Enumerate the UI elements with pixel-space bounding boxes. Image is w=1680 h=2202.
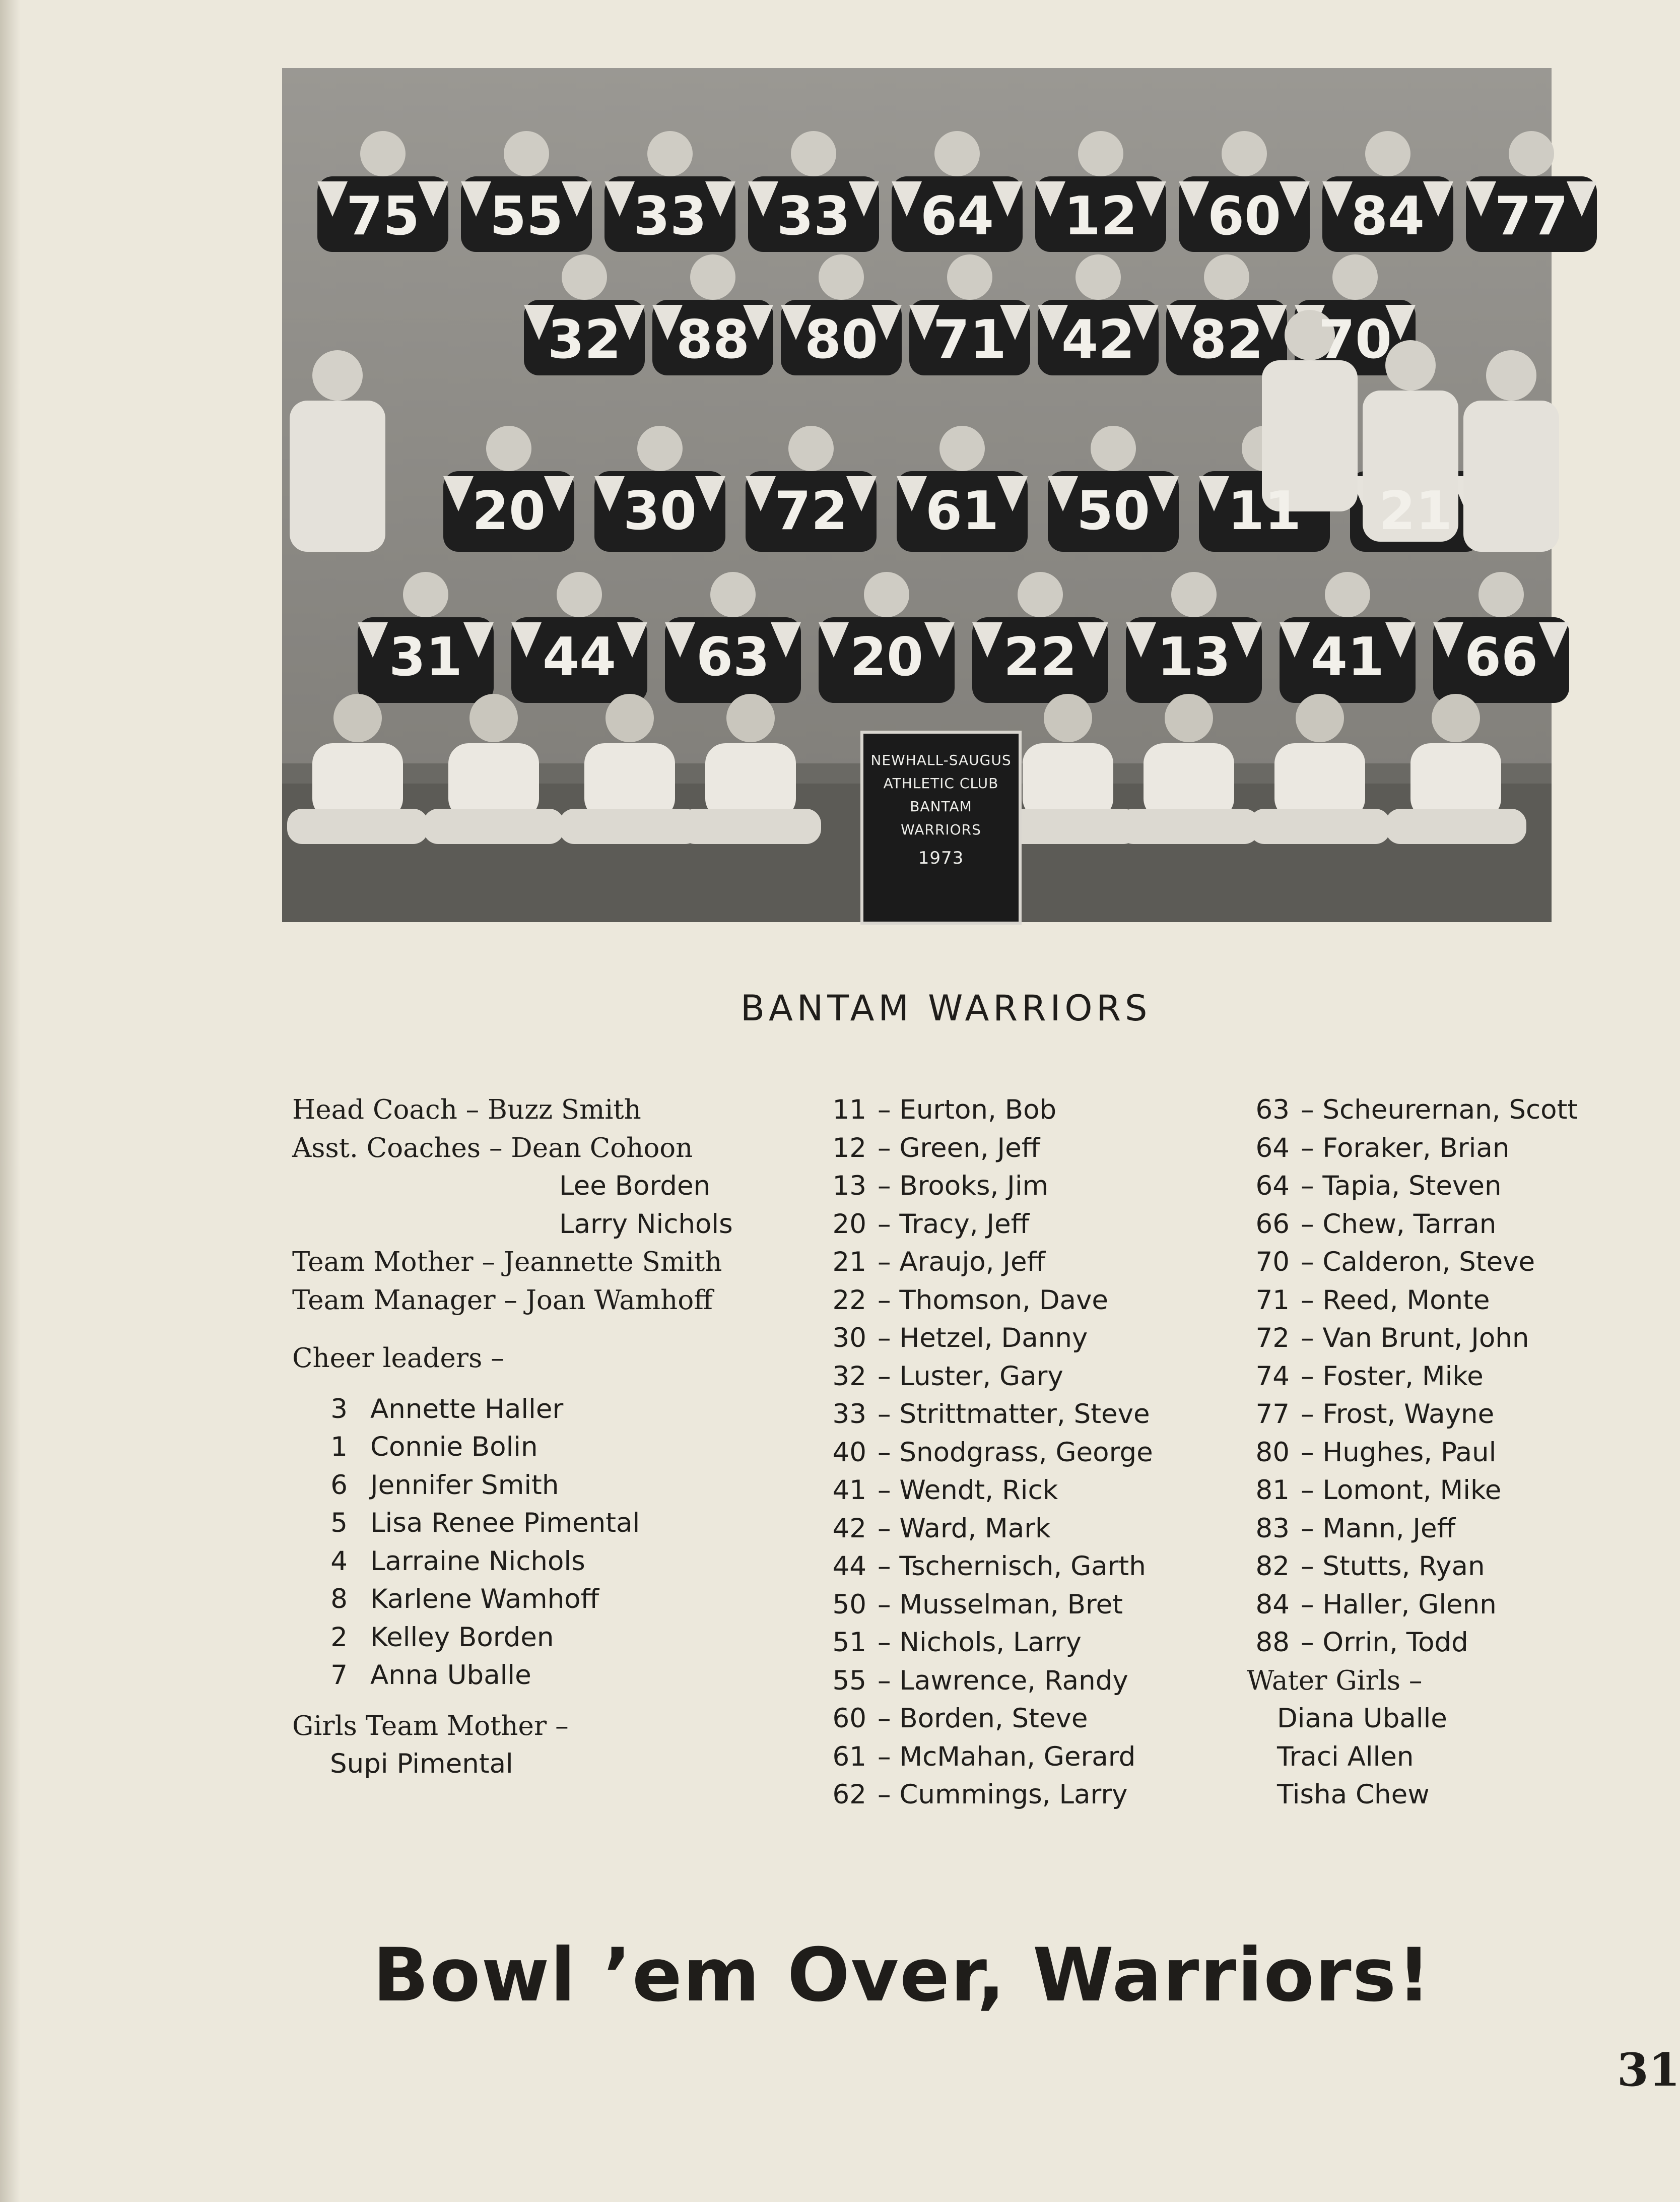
jersey-number: 84	[1351, 185, 1425, 247]
player-number: 55	[832, 1665, 866, 1696]
cheerleader-number: 2	[330, 1622, 348, 1653]
roster-item	[819, 1205, 1153, 1244]
player-number: 62	[832, 1779, 866, 1810]
player-head	[939, 426, 985, 471]
cheerleader-top	[1274, 743, 1365, 819]
roster-item	[819, 1129, 1153, 1168]
cheerleader-number: 1	[330, 1432, 348, 1462]
roster-item	[819, 1319, 1153, 1357]
head-coach: Head Coach – Buzz Smith	[292, 1094, 641, 1125]
cheerleader-name: Connie Bolin	[370, 1432, 538, 1462]
cheerleader-item	[292, 1428, 733, 1466]
cheerleader-number: 4	[330, 1545, 348, 1577]
player-head	[504, 131, 549, 176]
cheerleader-legs	[423, 809, 564, 844]
player-number: 40	[832, 1437, 866, 1468]
water-girl-name: Diana Uballe	[1277, 1703, 1447, 1734]
player-number: 13	[832, 1171, 866, 1201]
player-name: – Calderon, Steve	[1301, 1247, 1535, 1277]
cheerleader-name: Lisa Renee Pimental	[370, 1508, 640, 1538]
cheerleader-name: Kelley Borden	[370, 1622, 554, 1653]
jersey-number: 20	[472, 480, 546, 542]
player-head	[791, 131, 836, 176]
roster-item	[819, 1243, 1153, 1281]
roster-item	[1242, 1624, 1578, 1662]
roster-item	[1242, 1547, 1578, 1586]
water-girl-name: Traci Allen	[1277, 1741, 1414, 1772]
cheerleader-head	[333, 694, 382, 742]
cheerleader-item	[292, 1542, 733, 1581]
roster-item	[1242, 1205, 1578, 1244]
cheerleader-head	[1165, 694, 1213, 742]
player-number: 72	[1255, 1323, 1290, 1353]
roster-item	[819, 1586, 1153, 1624]
player-name: – Tapia, Steven	[1301, 1171, 1502, 1201]
player-name: – Cummings, Larry	[878, 1779, 1128, 1810]
jersey-number: 13	[1157, 626, 1231, 688]
cheerleader-top	[1023, 743, 1113, 819]
player-name: – Musselman, Bret	[878, 1589, 1123, 1620]
roster-item	[1242, 1243, 1578, 1281]
water-girl-name: Tisha Chew	[1277, 1779, 1430, 1810]
cheerleader-name: Annette Haller	[370, 1393, 564, 1424]
jersey-number: 71	[932, 309, 1007, 370]
sign-line-2: ATHLETIC CLUB	[883, 775, 999, 792]
player-name: – Green, Jeff	[878, 1132, 1040, 1163]
player-number: 51	[832, 1627, 866, 1658]
player-name: – Luster, Gary	[878, 1361, 1063, 1392]
roster-item	[1242, 1471, 1578, 1510]
player-number: 33	[832, 1399, 866, 1430]
player-head	[1078, 131, 1123, 176]
player-head	[1204, 254, 1249, 300]
player-head	[360, 131, 406, 176]
asst-coach-3: Larry Nichols	[559, 1208, 733, 1240]
girls-mother: Supi Pimental	[330, 1748, 513, 1779]
player-name: – Tracy, Jeff	[878, 1208, 1030, 1240]
player-name: – Reed, Monte	[1301, 1284, 1490, 1316]
jersey-number: 55	[489, 185, 564, 247]
roster-item	[1242, 1357, 1578, 1396]
player-name: – Eurton, Bob	[878, 1094, 1057, 1125]
player-head	[1222, 131, 1267, 176]
player-head	[562, 254, 607, 300]
cheerleader-head	[726, 694, 775, 742]
player-number: 12	[832, 1132, 866, 1163]
roster-item	[819, 1357, 1153, 1396]
coach-head	[1385, 340, 1436, 391]
player-head	[1018, 572, 1063, 617]
roster-item	[819, 1510, 1153, 1548]
player-name: – Chew, Tarran	[1301, 1208, 1497, 1240]
girls-mother-heading: Girls Team Mother –	[292, 1710, 569, 1741]
jersey-number: 80	[804, 309, 879, 370]
cheerleader-item	[292, 1656, 733, 1695]
player-number: 77	[1255, 1399, 1290, 1430]
player-head	[947, 254, 992, 300]
player-name: – Foraker, Brian	[1301, 1132, 1510, 1163]
team-mother: Team Mother – Jeannette Smith	[292, 1247, 722, 1277]
section-title: BANTAM WARRIORS	[741, 988, 1152, 1029]
jersey-number: 61	[925, 480, 999, 542]
roster-item	[819, 1700, 1153, 1738]
player-number: 42	[832, 1513, 866, 1544]
roster-item	[1242, 1281, 1578, 1320]
player-name: – Brooks, Jim	[878, 1171, 1049, 1201]
cheerleader-legs	[559, 809, 700, 844]
player-number: 70	[1255, 1247, 1290, 1277]
player-head	[690, 254, 735, 300]
cheerleader-list	[292, 1390, 733, 1695]
slogan: Bowl ’em Over, Warriors!	[373, 1932, 1432, 2018]
player-head	[647, 131, 693, 176]
water-girls-heading: Water Girls –	[1247, 1665, 1423, 1696]
player-number: 64	[1255, 1171, 1290, 1201]
cheerleader-top	[312, 743, 403, 819]
jersey-number: 60	[1207, 185, 1282, 247]
player-number: 63	[1255, 1094, 1290, 1125]
player-name: – Wendt, Rick	[878, 1475, 1058, 1506]
roster-item	[819, 1167, 1153, 1205]
player-name: – Orrin, Todd	[1301, 1627, 1468, 1658]
cheerleader-head	[606, 694, 654, 742]
player-name: – Haller, Glenn	[1301, 1589, 1497, 1620]
cheerleader-number: 6	[330, 1469, 348, 1501]
coach-head	[1486, 350, 1536, 401]
cheerleader-legs	[1118, 809, 1259, 844]
player-number: 88	[1255, 1627, 1290, 1658]
player-number: 64	[1255, 1132, 1290, 1163]
player-number: 20	[832, 1208, 866, 1240]
player-name: – Frost, Wayne	[1301, 1399, 1495, 1430]
roster-item	[819, 1547, 1153, 1586]
coach-head	[312, 350, 363, 401]
roster-item	[1242, 1319, 1578, 1357]
cheerleader-item	[292, 1580, 733, 1618]
team-manager: Team Manager – Joan Wamhoff	[292, 1284, 713, 1316]
player-name: – Snodgrass, George	[878, 1437, 1153, 1468]
cheerleader-number: 7	[330, 1660, 348, 1691]
coach-shirt	[1463, 401, 1559, 552]
jersey-number: 50	[1076, 480, 1151, 542]
cheerleader-top	[1410, 743, 1501, 819]
player-number: 50	[832, 1589, 866, 1620]
jersey-number: 42	[1061, 309, 1135, 370]
player-name: – Lomont, Mike	[1301, 1475, 1502, 1506]
roster-item	[819, 1662, 1153, 1700]
cheerleader-head	[1296, 694, 1344, 742]
player-number: 41	[832, 1475, 866, 1506]
jersey-number: 31	[388, 626, 463, 688]
player-name: – Scheurernan, Scott	[1301, 1094, 1578, 1125]
jersey-number: 22	[1003, 626, 1078, 688]
player-number: 71	[1255, 1284, 1290, 1316]
player-number: 21	[832, 1247, 866, 1277]
roster-left	[819, 1091, 1153, 1814]
jersey-number: 11	[1227, 480, 1302, 542]
roster-item	[819, 1434, 1153, 1472]
sign-year: 1973	[918, 848, 964, 868]
jersey-number: 21	[1378, 480, 1453, 542]
player-head	[1479, 572, 1524, 617]
player-head	[710, 572, 756, 617]
roster-item	[1242, 1395, 1578, 1434]
staff-column	[292, 1091, 733, 1783]
jersey-number: 77	[1494, 185, 1569, 247]
player-number: 30	[832, 1323, 866, 1353]
cheerleader-number: 3	[330, 1393, 348, 1424]
player-name: – Ward, Mark	[878, 1513, 1051, 1544]
roster-item	[1242, 1434, 1578, 1472]
player-name: – Thomson, Dave	[878, 1284, 1108, 1316]
cheerleader-name: Jennifer Smith	[370, 1469, 559, 1501]
roster-item	[819, 1281, 1153, 1320]
cheerleader-number: 8	[330, 1584, 348, 1614]
jersey-number: 75	[346, 185, 420, 247]
roster-item	[819, 1395, 1153, 1434]
cheerleader-legs	[1249, 809, 1390, 844]
roster-item	[819, 1624, 1153, 1662]
player-name: – Hetzel, Danny	[878, 1323, 1088, 1353]
cheerleader-name: Karlene Wamhoff	[370, 1584, 599, 1614]
sign-line-3: BANTAM	[910, 798, 972, 815]
jersey-number: 63	[696, 626, 770, 688]
player-name: – Van Brunt, John	[1301, 1323, 1529, 1353]
player-head	[486, 426, 531, 471]
player-head	[1076, 254, 1121, 300]
cheerleader-item	[292, 1504, 733, 1542]
player-head	[819, 254, 864, 300]
cheerleader-top	[1144, 743, 1234, 819]
player-number: 61	[832, 1741, 866, 1772]
player-number: 60	[832, 1703, 866, 1734]
player-head	[1509, 131, 1554, 176]
asst-coach-2: Lee Borden	[559, 1171, 711, 1201]
roster-item	[1242, 1510, 1578, 1548]
cheerleader-head	[469, 694, 518, 742]
player-name: – Strittmatter, Steve	[878, 1399, 1150, 1430]
roster-item	[1242, 1091, 1578, 1129]
player-name: – Mann, Jeff	[1301, 1513, 1456, 1544]
jersey-number: 32	[547, 309, 622, 370]
player-head	[934, 131, 980, 176]
sign-line-4: WARRIORS	[901, 821, 981, 838]
jersey-number: 66	[1464, 626, 1538, 688]
jersey-number: 20	[849, 626, 924, 688]
player-name: – Lawrence, Randy	[878, 1665, 1128, 1696]
roster-item	[1242, 1167, 1578, 1205]
cheerleader-head	[1044, 694, 1092, 742]
page-edge	[0, 0, 20, 2202]
cheerleader-top	[584, 743, 675, 819]
jersey-number: 70	[1318, 309, 1392, 370]
cheerleader-item	[292, 1466, 733, 1505]
roster-item	[1242, 1586, 1578, 1624]
jersey-number: 82	[1189, 309, 1264, 370]
jersey-number: 72	[774, 480, 848, 542]
player-number: 22	[832, 1284, 866, 1316]
roster-item	[819, 1471, 1153, 1510]
cheerleader-top	[448, 743, 539, 819]
player-number: 44	[832, 1551, 866, 1582]
jersey-number: 88	[676, 309, 750, 370]
player-number: 32	[832, 1361, 866, 1392]
cheer-heading: Cheer leaders –	[292, 1343, 504, 1374]
cheerleader-top	[705, 743, 796, 819]
sign-line-1: NEWHALL-SAUGUS	[870, 752, 1012, 768]
player-head	[1325, 572, 1370, 617]
player-name: – Nichols, Larry	[878, 1627, 1082, 1658]
player-head	[637, 426, 683, 471]
player-number: 84	[1255, 1589, 1290, 1620]
cheerleader-legs	[680, 809, 821, 844]
player-head	[1332, 254, 1378, 300]
team-photo	[282, 68, 1569, 922]
roster-right	[1242, 1091, 1578, 1814]
player-name: – Stutts, Ryan	[1301, 1551, 1485, 1582]
player-number: 83	[1255, 1513, 1290, 1544]
cheerleader-head	[1432, 694, 1480, 742]
player-number: 80	[1255, 1437, 1290, 1468]
cheerleader-legs	[1385, 809, 1526, 844]
player-name: – Tschernisch, Garth	[878, 1551, 1146, 1582]
player-name: – Araujo, Jeff	[878, 1247, 1046, 1277]
player-number: 11	[832, 1094, 866, 1125]
cheerleader-legs	[287, 809, 428, 844]
roster-item	[1242, 1129, 1578, 1168]
page-number: 31	[1617, 2043, 1680, 2097]
jersey-number: 64	[920, 185, 994, 247]
cheerleader-name: Larraine Nichols	[370, 1545, 585, 1577]
roster-item	[819, 1091, 1153, 1129]
player-name: – Foster, Mike	[1301, 1361, 1484, 1392]
jersey-number: 44	[542, 626, 617, 688]
player-head	[557, 572, 602, 617]
player-head	[1091, 426, 1136, 471]
jersey-number: 33	[776, 185, 851, 247]
player-head	[403, 572, 448, 617]
player-name: – Borden, Steve	[878, 1703, 1088, 1734]
cheerleader-number: 5	[330, 1508, 348, 1538]
player-number: 74	[1255, 1361, 1290, 1392]
player-name: – McMahan, Gerard	[878, 1741, 1136, 1772]
asst-coaches: Asst. Coaches – Dean Cohoon	[292, 1132, 693, 1163]
player-head	[1171, 572, 1217, 617]
player-head	[788, 426, 834, 471]
player-number: 81	[1255, 1475, 1290, 1506]
jersey-number: 33	[633, 185, 707, 247]
cheerleader-item	[292, 1390, 733, 1429]
coach-shirt	[290, 401, 385, 552]
jersey-number: 30	[623, 480, 697, 542]
player-name: – Hughes, Paul	[1301, 1437, 1497, 1468]
cheerleader-item	[292, 1618, 733, 1657]
player-number: 82	[1255, 1551, 1290, 1582]
cheerleader-name: Anna Uballe	[370, 1660, 531, 1691]
roster-item	[819, 1738, 1153, 1776]
jersey-number: 41	[1310, 626, 1385, 688]
player-number: 66	[1255, 1208, 1290, 1240]
player-head	[864, 572, 909, 617]
roster-item	[819, 1776, 1153, 1814]
team-sign	[860, 731, 1022, 925]
jersey-number: 12	[1063, 185, 1138, 247]
player-head	[1365, 131, 1410, 176]
